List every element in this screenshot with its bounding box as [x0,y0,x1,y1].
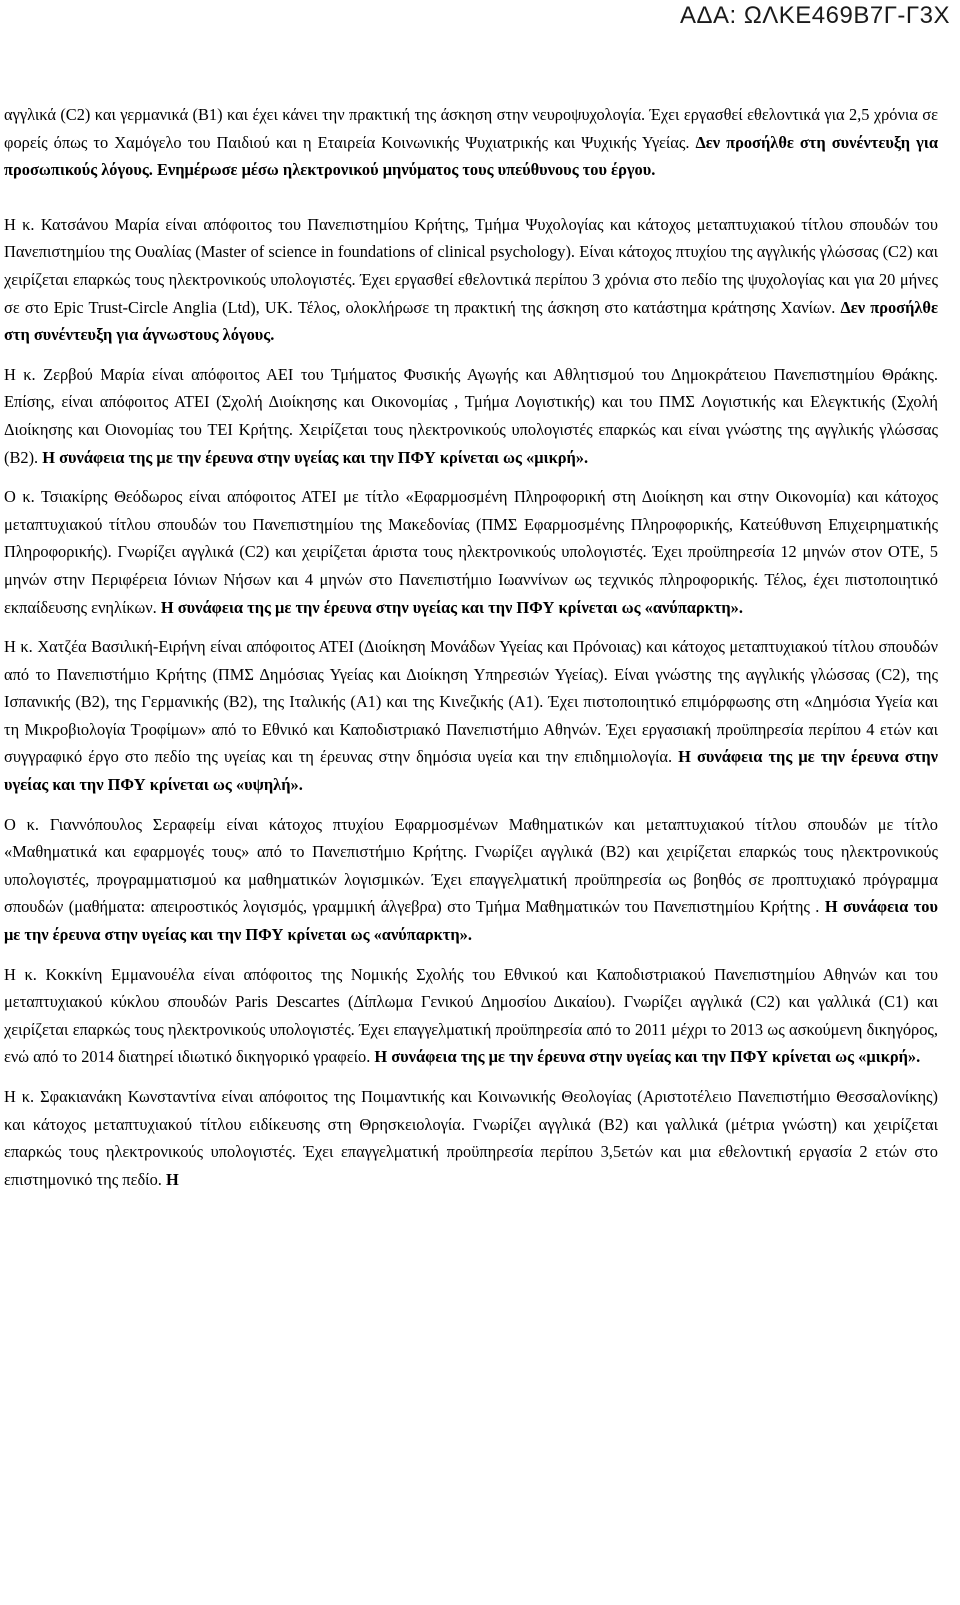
paragraph-sfakianaki [4,1083,938,1193]
paragraph-1 [4,101,938,184]
paragraph-bold-note: Η συνάφεια της με την έρευνα στην υγείας και την ΠΦΥ κρίνεται ως «υψηλή». [4,747,939,795]
paragraph-text: Η κ. Σφακιανάκη Κωνσταντίνα είναι απόφοιτος της Ποιμαντικής και Κοινωνικής Θεολογίας (Αριστοτέλειο Πανεπιστήμιο Θεσσαλονίκης) και κάτοχος μεταπτυχιακού τίτλου ειδίκευσης στη Θρησκειολογία. Γνωρίζει αγγλικά (Β2) και γαλλικά (μέτρια γνώστη) και χειρίζεται επαρκώς τους ηλεκτρονικούς υπολογιστές. Έχει επαγγελματική προϋπηρεσία περίπου 3,5ετών και μια εθελοντική εργασία 2 ετών στο επιστημονικό της πεδίο. [4,1087,938,1189]
paragraph-tsiakiris [4,483,938,621]
paragraph-text: αγγλικά (C2) και γερμανικά (B1) και έχει κάνει την πρακτική της άσκηση στην νευροψυχολογία. Έχει εργασθεί εθελοντικά για 2,5 χρόνια σε φορείς όπως το Χαμόγελο του Παιδιού και η Εταιρεία Κοινωνικής Ψυχιατρικής και Ψυχικής Υγείας. [4,105,938,152]
paragraph-text: Η κ. Κατσάνου Μαρία είναι απόφοιτος του Πανεπιστημίου Κρήτης, Τμήμα Ψυχολογίας και κάτοχος μεταπτυχιακού τίτλου σπουδών του Πανεπιστημίου της Ουαλίας (Master of science in foundations of clinical psychology). Είναι κάτοχος πτυχίου της αγγλικής γλώσσας (C2) και χειρίζεται επαρκώς τους ηλεκτρονικούς υπολογιστές. Έχει εργασθεί εθελοντικά περίπου 3 χρόνια στο πεδίο της ψυχολογίας και για 20 μήνες σε στο Epic Trust-Circle Anglia (Ltd), UK. Τέλος, ολοκλήρωσε τη πρακτική της άσκηση στο κατάστημα κράτησης Χανίων. [4,214,938,317]
paragraph-bold-note: Η [166,1169,179,1189]
paragraph-bold-note: Δεν προσήλθε στη συνέντευξη για προσωπικούς λόγους. Ενημέρωσε μέσω ηλεκτρονικού μηνύματος τους υπεύθυνους του έργου. [4,132,939,180]
paragraph-text: Η κ. Κοκκίνη Εμμανουέλα είναι απόφοιτος της Νομικής Σχολής του Εθνικού και Καποδιστριακού Πανεπιστημίου Αθηνών και του μεταπτυχιακού κύκλου σπουδών Paris Descartes (Δίπλωμα Γενικού Δημοσίου Δικαίου). Γνωρίζει αγγλικά (C2) και γαλλικά (C1) και χειρίζεται επαρκώς τους ηλεκτρονικούς υπολογιστές. Έχει επαγγελματική προϋπηρεσία από το 2011 μέχρι το 2013 ως ασκούμενη δικηγόρος, ενώ από το 2014 διατηρεί ιδιωτικό δικηγορικό γραφείο. [4,964,938,1067]
document-body [4,101,938,1193]
paragraph-zervou [4,361,938,471]
paragraph-bold-note: Η συνάφεια της με την έρευνα στην υγείας και την ΠΦΥ κρίνεται ως «μικρή». [42,447,589,467]
paragraph-chatzea [4,633,938,799]
paragraph-text: Ο κ. Γιαννόπουλος Σεραφείμ είναι κάτοχος πτυχίου Εφαρμοσμένων Μαθηματικών και μεταπτυχιακού τίτλου σπουδών με τίτλο «Μαθηματικά και εφαρμογές τους» από το Πανεπιστήμιο Κρήτης. Γνωρίζει αγγλικά (Β2) και χειρίζεται επαρκώς τους ηλεκτρονικούς υπολογιστές, προγραμματισμού κα μαθηματικών λογισμικών. Έχει επαγγελματική προϋπηρεσία ως βοηθός σε προπτυχιακό πρόγραμμα σπουδών (μαθήματα: απειροστικός λογισμός, γραμμική άλγεβρα) στο Τμήμα Μαθηματικών του Πανεπιστημίου Κρήτης . [4,814,938,917]
paragraph-text: Ο κ. Τσιακίρης Θεόδωρος είναι απόφοιτος ΑΤΕΙ με τίτλο «Εφαρμοσμένη Πληροφορική στη Διοίκηση και στην Οικονομία) και κάτοχος μεταπτυχιακού τίτλου σπουδών του Πανεπιστημίου της Μακεδονίας (ΠΜΣ Εφαρμοσμένης Πληροφορικής, Κατεύθυνση Επιχειρηματικής Πληροφορικής). Γνωρίζει αγγλικά (C2) και χειρίζεται άριστα τους ηλεκτρονικούς υπολογιστές. Έχει προϋπηρεσία 12 μηνών στον ΟΤΕ, 5 μηνών στην Περιφέρεια Ιόνιων Νήσων και 4 μηνών στο Πανεπιστήμιο Ιωαννίνων ως τεχνικός πληροφορικής. Τέλος, έχει πιστοποιητικό εκπαίδευσης ενηλίκων. [4,487,938,617]
document-code-header: ΑΔΑ: ΩΛΚΕ469Β7Γ-Γ3Χ [679,2,950,29]
paragraph-giannopoulos [4,811,938,949]
paragraph-bold-note: Δεν προσήλθε στη συνέντευξη για άγνωστους λόγους. [4,297,938,345]
paragraph-katsanou [4,211,938,349]
paragraph-kokkini [4,961,938,1071]
paragraph-text: Η κ. Ζερβού Μαρία είναι απόφοιτος ΑΕΙ του Τμήματος Φυσικής Αγωγής και Αθλητισμού του Δημοκράτειου Πανεπιστημίου Θράκης. Επίσης, είναι απόφοιτος ΑΤΕΙ (Σχολή Διοίκησης και Οικονομίας , Τμήμα Λογιστικής) και του ΠΜΣ Λογιστικής και Ελεγκτικής (Σχολή Διοίκησης και Οιονομίας του ΤΕΙ Κρήτης. Χειρίζεται τους ηλεκτρονικούς υπολογιστές επαρκώς και είναι γνώστης της αγγλικής γλώσσας (Β2). [4,364,938,467]
paragraph-bold-note: Η συνάφεια της με την έρευνα στην υγείας και την ΠΦΥ κρίνεται ως «μικρή». [374,1047,921,1067]
paragraph-text: Η κ. Χατζέα Βασιλική-Ειρήνη είναι απόφοιτος ΑΤΕΙ (Διοίκηση Μονάδων Υγείας και Πρόνοιας) και κάτοχος μεταπτυχιακού τίτλου σπουδών από το Πανεπιστήμιο Κρήτης (ΠΜΣ Δημόσιας Υγείας και Διοίκηση Υπηρεσιών Υγείας). Είναι γνώστης της αγγλικής γλώσσας (C2), της Ισπανικής (Β2), της Γερμανικής (Β2), της Ιταλικής (Α1) και της Κινεζικής (Α1). Έχει πιστοποιητικό επιμόρφωσης στη «Δημόσια Υγεία και τη Μικροβιολογία Τροφίμων» από το Εθνικό και Καποδιστριακό Πανεπιστήμιο Αθηνών. Έχει εργασιακή προϋπηρεσία περίπου 4 ετών και συγγραφικό έργο στο πεδίο της υγείας και τη έρευνας στην δημόσια υγεία και την επιδημιολογία. [4,637,938,767]
paragraph-bold-note: Η συνάφεια του με την έρευνα στην υγείας και την ΠΦΥ κρίνεται ως «ανύπαρκτη». [4,897,938,945]
paragraph-bold-note: Η συνάφεια της με την έρευνα στην υγείας και την ΠΦΥ κρίνεται ως «ανύπαρκτη». [160,597,743,617]
